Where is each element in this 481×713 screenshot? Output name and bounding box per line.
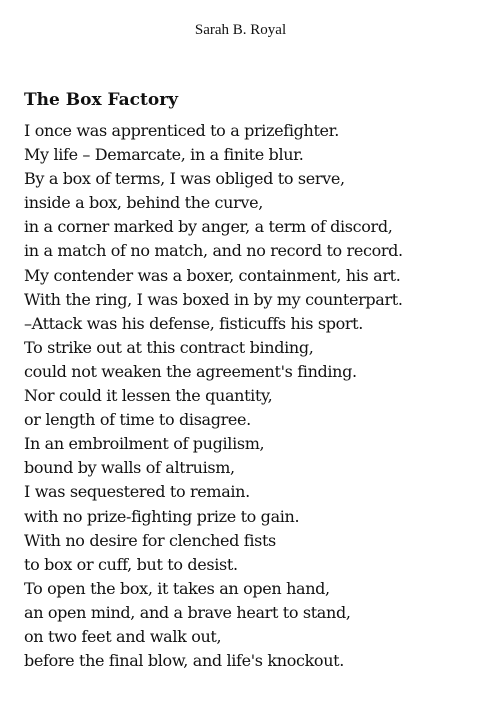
poem-line: or length of time to disagree.	[24, 410, 251, 430]
poem-line: on two feet and walk out,	[24, 626, 222, 646]
poem-line: an open mind, and a brave heart to stand,	[24, 602, 351, 622]
poem-line: By a box of terms, I was obliged to serve,	[24, 169, 345, 189]
poem-line: with no prize-fighting prize to gain.	[24, 506, 300, 526]
poem-line: in a corner marked by anger, a term of discord,	[24, 217, 393, 237]
poem-line: could not weaken the agreement's finding.	[24, 361, 357, 381]
poem-body	[24, 119, 464, 673]
poem-line: to box or cuff, but to desist.	[24, 554, 238, 574]
poem-line: Nor could it lessen the quantity,	[24, 386, 273, 406]
poem-line: To open the box, it takes an open hand,	[24, 578, 330, 598]
poem-line: My life – Demarcate, in a finite blur.	[24, 145, 304, 165]
poem-line: in a match of no match, and no record to record.	[24, 241, 403, 261]
poem-line: With the ring, I was boxed in by my counterpart.	[24, 289, 403, 309]
poem-line: I was sequestered to remain.	[24, 482, 250, 502]
author-name: Sarah B. Royal	[194, 22, 287, 38]
poem-line: before the final blow, and life's knockout.	[24, 651, 344, 671]
poem-line: With no desire for clenched fists	[24, 530, 276, 550]
poem-line: My contender was a boxer, containment, his art.	[24, 265, 401, 285]
poem-line: I once was apprenticed to a prizefighter.	[24, 121, 339, 140]
poem-line: In an embroilment of pugilism,	[24, 434, 265, 454]
poem-line: bound by walls of altruism,	[24, 458, 235, 478]
poem-title: The Box Factory	[24, 90, 179, 110]
poem-line: To strike out at this contract binding,	[24, 337, 314, 357]
poem-line: –Attack was his defense, fisticuffs his sport.	[24, 313, 363, 333]
poem-line: inside a box, behind the curve,	[24, 193, 263, 213]
